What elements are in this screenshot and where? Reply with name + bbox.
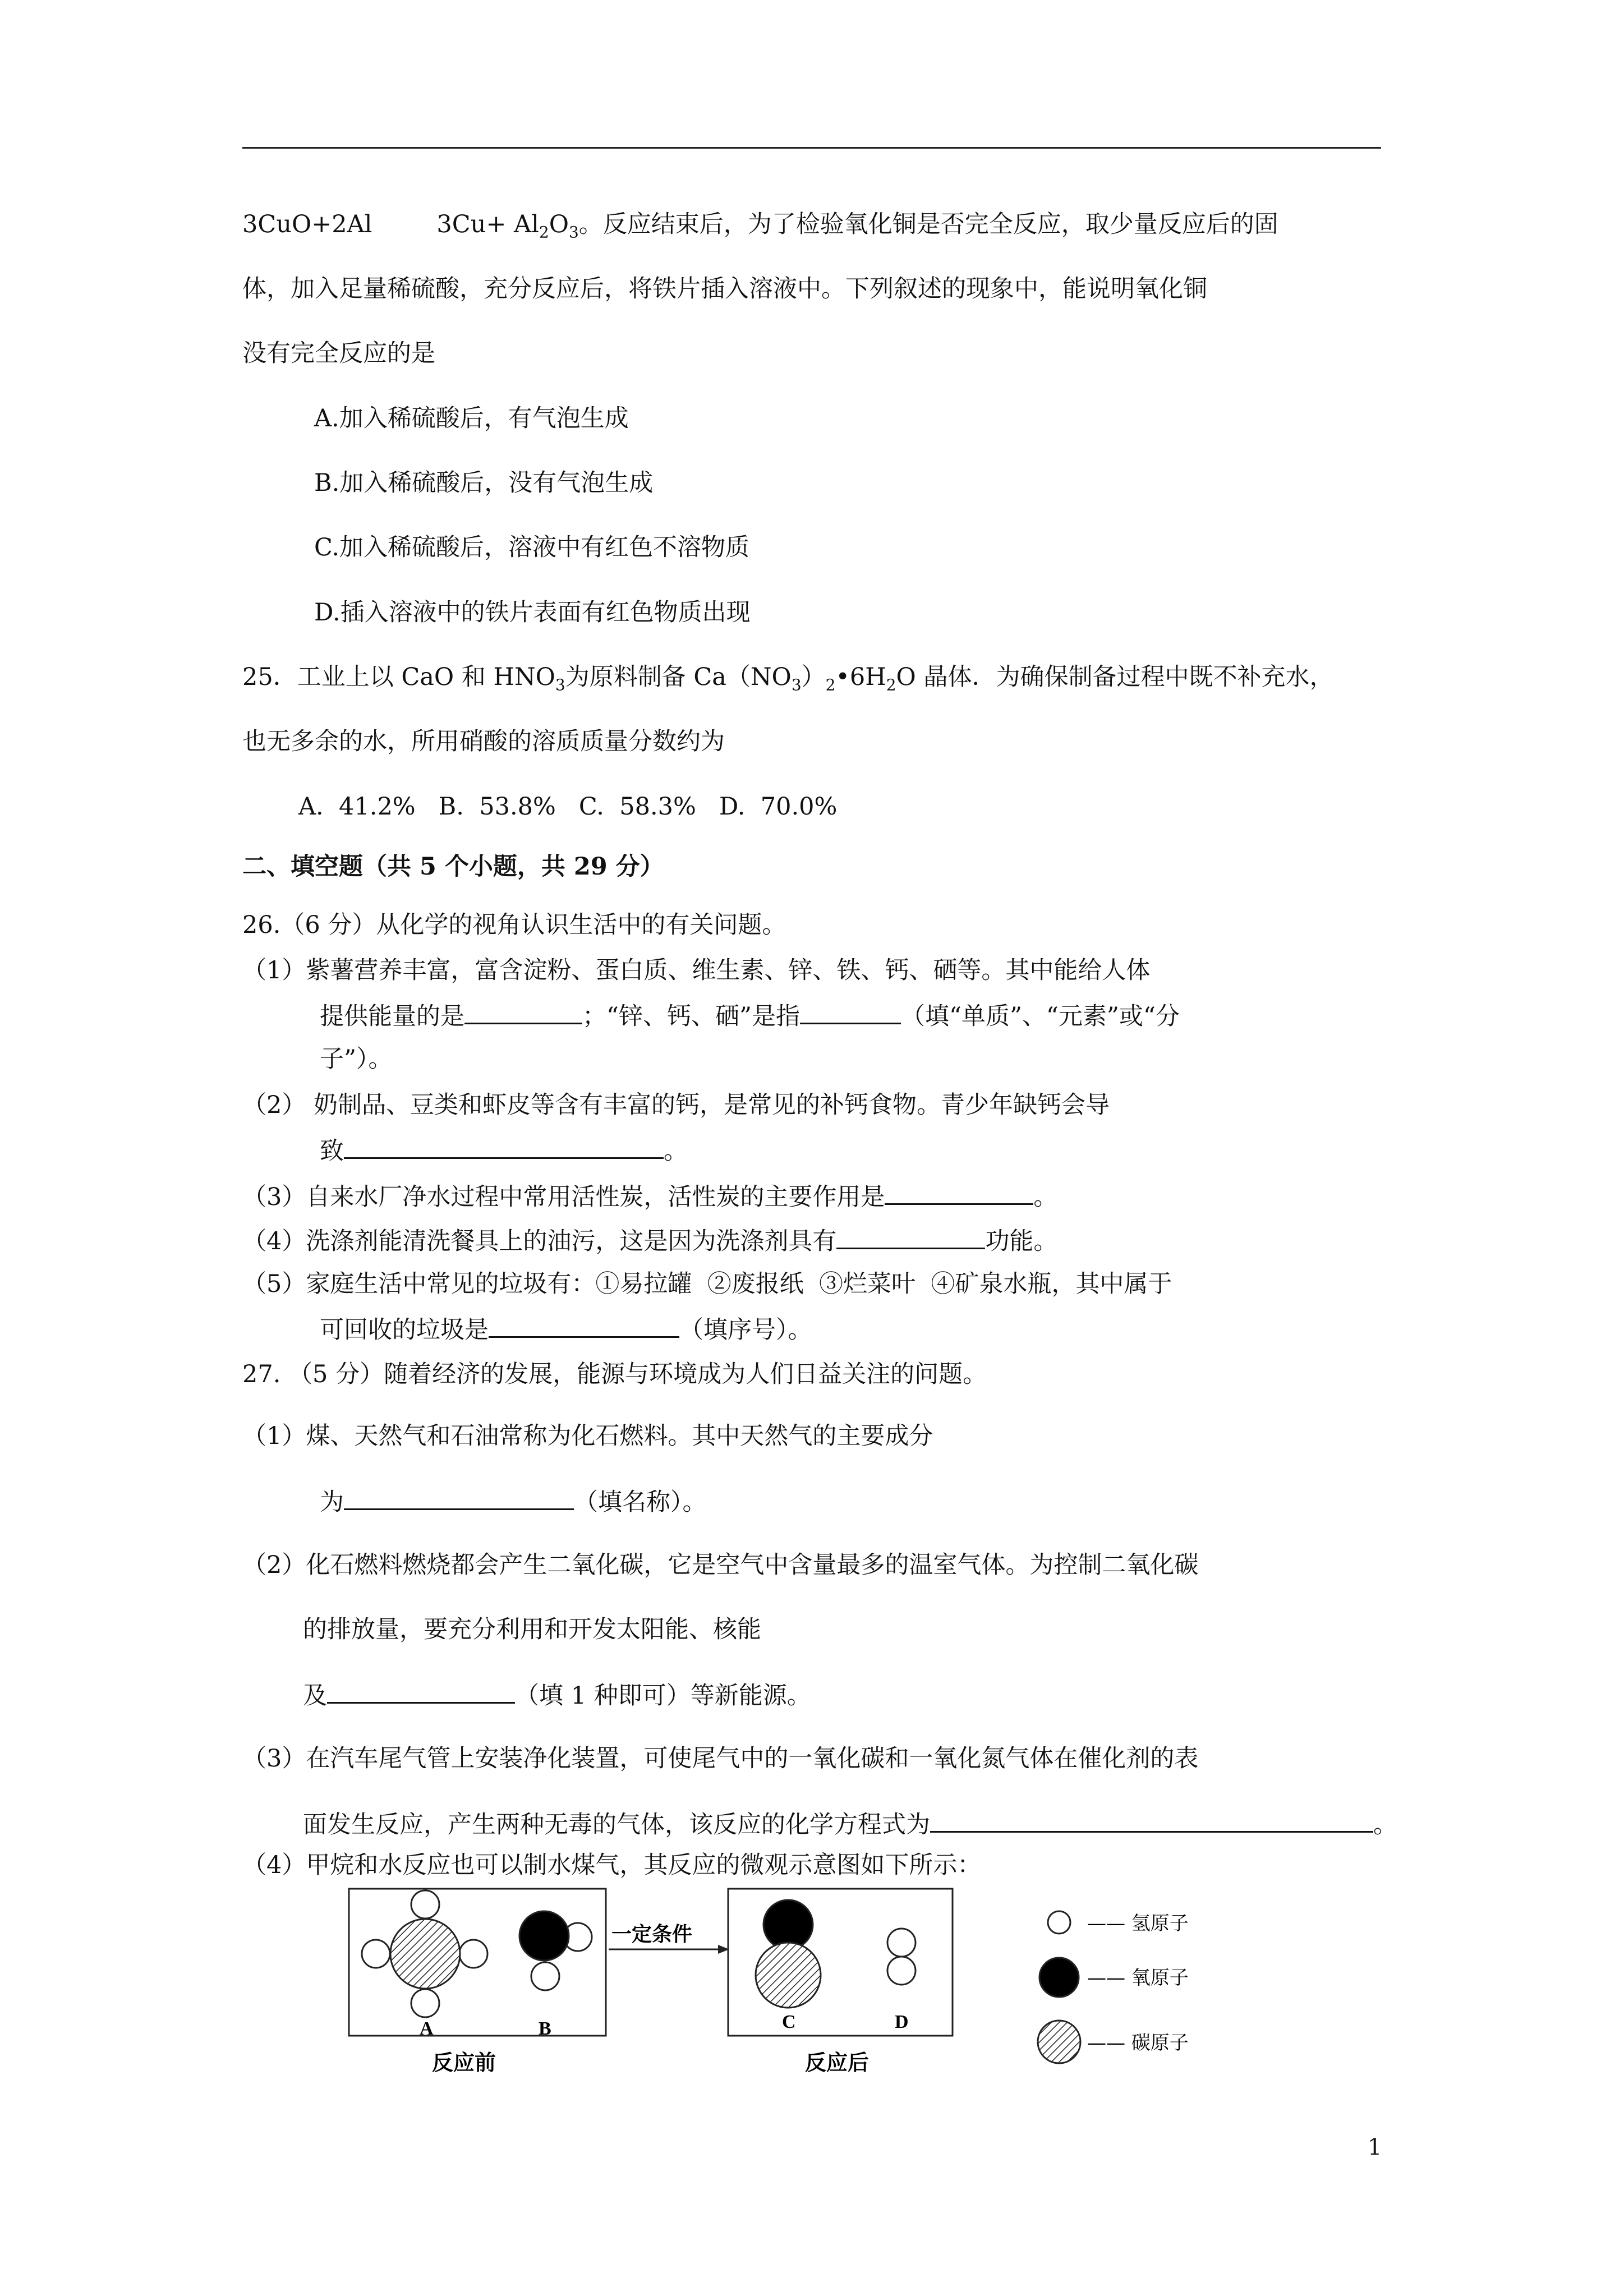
q26-part2-line1: （2） 奶制品、豆类和虾皮等含有丰富的钙，是常见的补钙食物。青少年缺钙会导: [242, 1091, 1110, 1119]
q26-part1-line1: （1）紫薯营养丰富，富含淀粉、蛋白质、维生素、锌、铁、钙、硒等。其中能给人体: [242, 956, 1151, 984]
q27-part3-line1: （3）在汽车尾气管上安装净化装置，可使尾气中的一氧化碳和一氧化氮气体在催化剂的表: [242, 1745, 1199, 1773]
hydrogen-atom: [411, 1890, 439, 1918]
q24-option-c: C.加入稀硫酸后，溶液中有红色不溶物质: [314, 533, 750, 562]
q26-part2-line2: 致 。: [320, 1133, 688, 1166]
q25-line1: 25．工业上以 CaO 和 $HNO_3$为原料制备 $Ca(NO_3)_2•6H_2O$ 晶体．为确保制备过程中既不补充水，: [242, 663, 1334, 694]
answer-blank[interactable]: [344, 1484, 574, 1510]
q24-line2: 体，加入足量稀硫酸，充分反应后，将铁片插入溶液中。下列叙述的现象中，能说明氧化铜: [242, 275, 1207, 303]
q27-part1-line1: （1）煤、天然气和石油常称为化石燃料。其中天然气的主要成分: [242, 1422, 933, 1450]
q24-option-d: D.插入溶液中的铁片表面有红色物质出现: [314, 599, 751, 627]
answer-blank[interactable]: [836, 1223, 985, 1249]
answer-blank[interactable]: [489, 1312, 679, 1338]
q27-part2-line3: 及 （填 1 种即可）等新能源。: [303, 1677, 811, 1711]
label-a: A: [420, 2018, 434, 2039]
label-d: D: [895, 2012, 909, 2032]
q26-part3: （3）自来水厂净水过程中常用活性炭，活性炭的主要作用是 。: [242, 1179, 1057, 1212]
q24-option-a: A.加入稀硫酸后，有气泡生成: [314, 404, 629, 432]
legend-oxygen: —— 氧原子: [1087, 1967, 1189, 1989]
legend-carbon: —— 碳原子: [1087, 2032, 1189, 2054]
legend-carbon-icon: [1038, 2021, 1080, 2063]
q27-stem: 27. （5 分）随着经济的发展，能源与环境成为人们日益关注的问题。: [242, 1360, 987, 1388]
answer-blank[interactable]: [885, 1179, 1033, 1205]
q24-line1: 3CuO+2Al $3Cu+ Al_2O_3$。反应结束后，为了检验氧化铜是否完全反应，取少量反应后的固: [242, 210, 1278, 242]
hydrogen-atom: [411, 1989, 439, 2017]
q25-options: A. 41.2% B. 53.8% C. 58.3% D. 70.0%: [298, 793, 838, 821]
q27-part1-line2: 为 （填名称）。: [320, 1484, 707, 1517]
hydrogen-atom: [362, 1940, 390, 1968]
answer-blank[interactable]: [800, 998, 901, 1024]
q27-part2-line2: 的排放量，要充分利用和开发太阳能、核能: [303, 1616, 761, 1644]
label-before: 反应前: [432, 2050, 496, 2075]
header-rule: [242, 147, 1381, 149]
label-c: C: [782, 2012, 796, 2032]
reaction-diagram: [348, 1876, 1245, 2090]
legend-hydrogen: —— 氢原子: [1087, 1912, 1189, 1935]
page-number: 1: [1368, 2134, 1382, 2160]
label-after: 反应后: [805, 2050, 869, 2075]
hydrogen-atom: [531, 1962, 559, 1990]
carbon-atom: [756, 1943, 821, 2008]
q26-stem: 26.（6 分）从化学的视角认识生活中的有关问题。: [242, 911, 786, 939]
oxygen-atom: [519, 1911, 569, 1961]
carbon-atom: [390, 1919, 460, 1989]
q26-part4: （4）洗涤剂能清洗餐具上的油污，这是因为洗涤剂具有 功能。: [242, 1223, 1057, 1257]
answer-blank[interactable]: [327, 1677, 515, 1704]
q27-part3-line2: 面发生反应，产生两种无毒的气体，该反应的化学方程式为 。: [303, 1806, 1397, 1840]
hydrogen-atom: [887, 1957, 915, 1985]
section-title: 二、填空题（共 5 个小题，共 29 分）: [242, 853, 664, 881]
q24-line3: 没有完全反应的是: [242, 339, 435, 367]
q26-part1-line2: 提供能量的是 ；“锌、钙、硒”是指 （填“单质”、“元素”或“分: [320, 998, 1180, 1032]
q27-part4-line1: （4）甲烷和水反应也可以制水煤气，其反应的微观示意图如下所示：: [242, 1851, 982, 1879]
legend-oxygen-icon: [1039, 1958, 1079, 1997]
hydrogen-atom: [459, 1940, 487, 1968]
q27-part2-line1: （2）化石燃料燃烧都会产生二氧化碳，它是空气中含量最多的温室气体。为控制二氧化碳: [242, 1551, 1199, 1579]
label-b: B: [539, 2018, 551, 2039]
hydrogen-atom: [887, 1929, 915, 1957]
q26-part5-line2: 可回收的垃圾是 （填序号）。: [320, 1312, 812, 1345]
reaction-condition: 一定条件: [611, 1923, 693, 1946]
answer-blank[interactable]: [344, 1133, 664, 1159]
q26-part5-line1: （5）家庭生活中常见的垃圾有：①易拉罐 ②废报纸 ③烂菜叶 ④矿泉水瓶，其中属于: [242, 1270, 1172, 1298]
answer-blank[interactable]: [930, 1806, 1373, 1833]
q25-line2: 也无多余的水，所用硝酸的溶质质量分数约为: [242, 728, 725, 756]
legend-hydrogen-icon: [1048, 1911, 1070, 1934]
q26-part1-line3: 子”）。: [320, 1045, 393, 1073]
q24-option-b: B.加入稀硫酸后，没有气泡生成: [314, 469, 654, 497]
answer-blank[interactable]: [464, 998, 582, 1024]
